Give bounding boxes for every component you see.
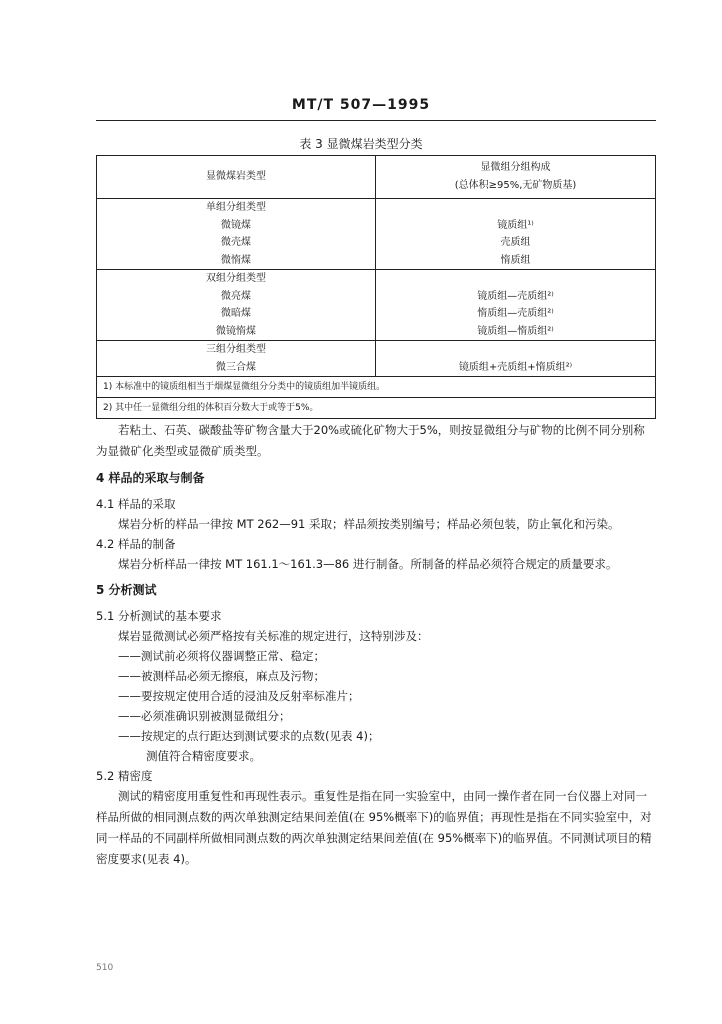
table-footnote-row — [97, 398, 656, 419]
col-header-composition-note: (总体积≥95%,无矿物质基) — [454, 180, 577, 191]
section-4-2-text: 煤岩分析样品一律按 MT 161.1～161.3—86 进行制备。所制备的样品必须符合规定的质量要求。 — [118, 557, 618, 571]
section-4-2-heading: 4.2 样品的制备 — [96, 537, 176, 551]
section-4-1-heading: 4.1 样品的采取 — [96, 497, 176, 511]
composition-cell: 镜质组¹⁾ — [497, 219, 534, 231]
type-cell: 微壳煤 — [221, 237, 251, 248]
section-5-2-text: 测试的精密度用重复性和再现性表示。重复性是指在同一实验室中，由同一操作者在同一台仪器上对同一样品所做的相同测点数的两次单独测定结果间差值(在 95%概率下)的临界值；再现性是指在不同实验室中，对同一样品的不同副样所做相同测点数的两次单独测定结果间差值(在 95%概率下)的临界值。不同测试项目的精密度要求(见表 4)。 — [96, 789, 652, 866]
standard-code-header: MT/T 507—1995 — [291, 97, 431, 113]
type-cell: 微镜惰煤 — [216, 325, 256, 337]
table-group-double — [97, 270, 656, 341]
group-title: 双组分组类型 — [206, 273, 266, 284]
section-5-2-heading: 5.2 精密度 — [96, 769, 153, 783]
composition-cell: 镜质组+壳质组+惰质组²⁾ — [458, 361, 573, 373]
section-5-1-heading: 5.1 分析测试的基本要求 — [96, 609, 222, 623]
composition-cell: 镜质组—惰质组²⁾ — [477, 325, 554, 337]
table-group-single — [97, 199, 656, 270]
requirement-item: ——被测样品必须无擦痕，麻点及污物； — [118, 669, 325, 683]
table-footnote-row — [97, 377, 656, 398]
composition-cell: 惰质组 — [500, 254, 531, 266]
section-5-1-intro: 煤岩显微测试必须严格按有关标准的规定进行，这特别涉及： — [118, 629, 429, 643]
requirement-item: 测值符合精密度要求。 — [146, 749, 261, 763]
requirement-item: ——必须准确识别被测显微组分； — [118, 709, 291, 723]
paragraph-mineral-types: 若粘土、石英、碳酸盐等矿物含量大于20%或硫化矿物大于5%，则按显微组分与矿物的比例不同分别称为显微矿化类型或显微矿质类型。 — [96, 423, 645, 458]
table-footnote: 1) 本标准中的镜质组相当于烟煤显微组分分类中的镜质组加半镜质组。 — [97, 377, 656, 398]
section-4-heading: 4 样品的采取与制备 — [96, 471, 205, 485]
section-5-heading: 5 分析测试 — [96, 583, 157, 597]
coal-type-table — [96, 155, 656, 419]
type-cell: 微亮煤 — [221, 290, 251, 302]
requirement-item: ——测试前必须将仪器调整正常、稳定； — [118, 649, 325, 663]
section-4-1-text: 煤岩分析的样品一律按 MT 262—91 采取；样品须按类别编号；样品必须包装，防止氧化和污染。 — [118, 517, 620, 531]
col-header-composition: 显微组分组构成 — [480, 162, 551, 173]
page-number: 510 — [96, 963, 114, 973]
table-group-triple — [97, 341, 656, 377]
composition-cell: 壳质组 — [500, 237, 531, 248]
header-rule — [96, 120, 656, 121]
table-header-row — [97, 156, 656, 199]
composition-cell: 惰质组—壳质组²⁾ — [477, 308, 554, 319]
type-cell: 微暗煤 — [221, 308, 251, 319]
table-footnote: 2) 其中任一显微组分组的体积百分数大于或等于5%。 — [97, 398, 656, 419]
composition-cell: 镜质组—壳质组²⁾ — [477, 290, 554, 302]
requirement-item: ——按规定的点行距达到测试要求的点数(见表 4)； — [118, 729, 380, 743]
type-cell: 微惰煤 — [221, 254, 251, 266]
group-title: 单组分组类型 — [206, 202, 266, 213]
col-header-type: 显微煤岩类型 — [206, 171, 266, 182]
requirement-item: ——要按规定使用合适的浸油及反射率标准片； — [118, 689, 360, 703]
table-caption: 表 3 显微煤岩类型分类 — [299, 137, 423, 151]
type-cell: 微三合煤 — [216, 361, 256, 373]
type-cell: 微镜煤 — [221, 219, 251, 231]
group-title: 三组分组类型 — [206, 344, 266, 355]
